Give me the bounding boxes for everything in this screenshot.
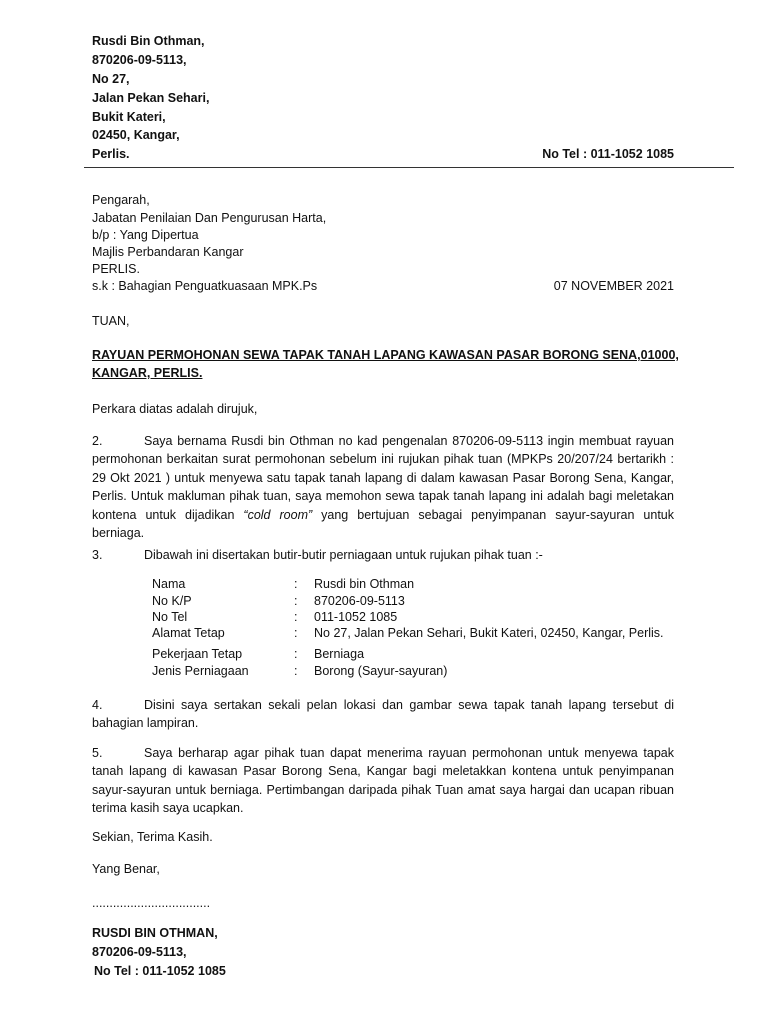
sender-address-line: Perlis.	[92, 147, 130, 161]
closing-thanks: Sekian, Terima Kasih.	[92, 830, 213, 844]
paragraph-number: 3.	[92, 548, 103, 562]
detail-label: No K/P	[152, 594, 192, 608]
recipient-line: Jabatan Penilaian Dan Pengurusan Harta,	[92, 211, 327, 225]
detail-value: Rusdi bin Othman	[314, 577, 415, 591]
cold-room-term: “cold room”	[243, 507, 313, 522]
detail-label: Pekerjaan Tetap	[152, 647, 243, 661]
header-divider	[84, 167, 734, 168]
signatory-ic: 870206-09-5113,	[92, 945, 187, 959]
detail-label: Nama	[152, 577, 186, 591]
detail-value: 870206-09-5113	[314, 594, 405, 608]
recipient-line: PERLIS.	[92, 262, 140, 276]
sender-ic: 870206-09-5113,	[92, 53, 187, 67]
subject-line-2: KANGAR, PERLIS.	[92, 366, 203, 380]
paragraph-4	[92, 696, 674, 733]
recipient-line: b/p : Yang Dipertua	[92, 228, 199, 242]
detail-label: Jenis Perniagaan	[152, 664, 249, 678]
paragraph-text: Disini saya sertakan sekali pelan lokasi dan gambar sewa tapak tanah lapang tersebut di bahagian lampiran.	[92, 698, 674, 731]
detail-colon: :	[294, 664, 298, 678]
paragraph-number: 5.	[92, 746, 103, 760]
closing-yours: Yang Benar,	[92, 862, 160, 876]
intro-line: Perkara diatas adalah dirujuk,	[92, 402, 258, 416]
signatory-name: RUSDI BIN OTHMAN,	[92, 926, 218, 940]
detail-value: Borong (Sayur-sayuran)	[314, 664, 448, 678]
paragraph-2	[92, 432, 674, 542]
paragraph-3	[92, 546, 674, 564]
detail-colon: :	[294, 577, 298, 591]
detail-colon: :	[294, 610, 298, 624]
detail-colon: :	[294, 626, 298, 640]
signature-line: ..................................	[92, 896, 211, 910]
paragraph-number: 2.	[92, 434, 103, 448]
detail-label: No Tel	[152, 610, 188, 624]
salutation: TUAN,	[92, 314, 130, 328]
recipient-line: Majlis Perbandaran Kangar	[92, 245, 244, 259]
subject-line-1: RAYUAN PERMOHONAN SEWA TAPAK TANAH LAPANG KAWASAN PASAR BORONG SENA,01000,	[92, 348, 679, 362]
detail-value: 011-1052 1085	[314, 610, 398, 624]
sender-address-line: Jalan Pekan Sehari,	[92, 91, 210, 105]
paragraph-number: 4.	[92, 698, 103, 712]
detail-value: No 27, Jalan Pekan Sehari, Bukit Kateri, 02450, Kangar, Perlis.	[314, 626, 664, 640]
sender-address-line: 02450, Kangar,	[92, 128, 180, 142]
detail-colon: :	[294, 594, 298, 608]
letter-date: 07 NOVEMBER 2021	[553, 279, 674, 293]
sender-address-line: Bukit Kateri,	[92, 110, 166, 124]
sender-address-line: No 27,	[92, 72, 130, 86]
sender-tel: No Tel : 011-1052 1085	[542, 147, 674, 161]
signatory-tel: No Tel : 011-1052 1085	[94, 964, 226, 978]
copy-to-line: s.k : Bahagian Penguatkuasaan MPK.Ps	[92, 279, 318, 293]
paragraph-text: Saya bernama Rusdi bin Othman no kad pengenalan 870206-09-5113 ingin membuat rayuan permohonan berkaitan surat permohonan sebelum ini rujukan pihak tuan (MPKPs 20/207/24 bertarikh : 29 Okt 2021 ) untuk menyewa satu tapak tanah lapang di dalam kawasan Pasar Borong Sena, Kangar, Perlis. Untuk makluman pihak tuan, saya memohon sewa tapak tanah lapang ini adalah bagi meletakan kontena untuk dijadikan	[92, 434, 674, 522]
detail-value: Berniaga	[314, 647, 365, 661]
paragraph-text: Dibawah ini disertakan butir-butir perniagaan untuk rujukan pihak tuan :-	[144, 548, 543, 562]
recipient-line: Pengarah,	[92, 193, 150, 207]
paragraph-5	[92, 744, 674, 818]
paragraph-text: Saya berharap agar pihak tuan dapat menerima rayuan permohonan untuk menyewa tapak tanah lapang di kawasan Pasar Borong Sena, Kangar bagi meletakkan kontena untuk penyimpanan sayur-sayuran untuk berniaga. Pertimbangan daripada pihak Tuan amat saya hargai dan ucapan ribuan terima kasih saya ucapkan.	[92, 746, 674, 816]
detail-label: Alamat Tetap	[152, 626, 225, 640]
detail-colon: :	[294, 647, 298, 661]
paragraph-text: yang bertujuan sebagai penyimpanan sayur-sayuran untuk berniaga.	[92, 507, 675, 541]
sender-name: Rusdi Bin Othman,	[92, 34, 205, 48]
